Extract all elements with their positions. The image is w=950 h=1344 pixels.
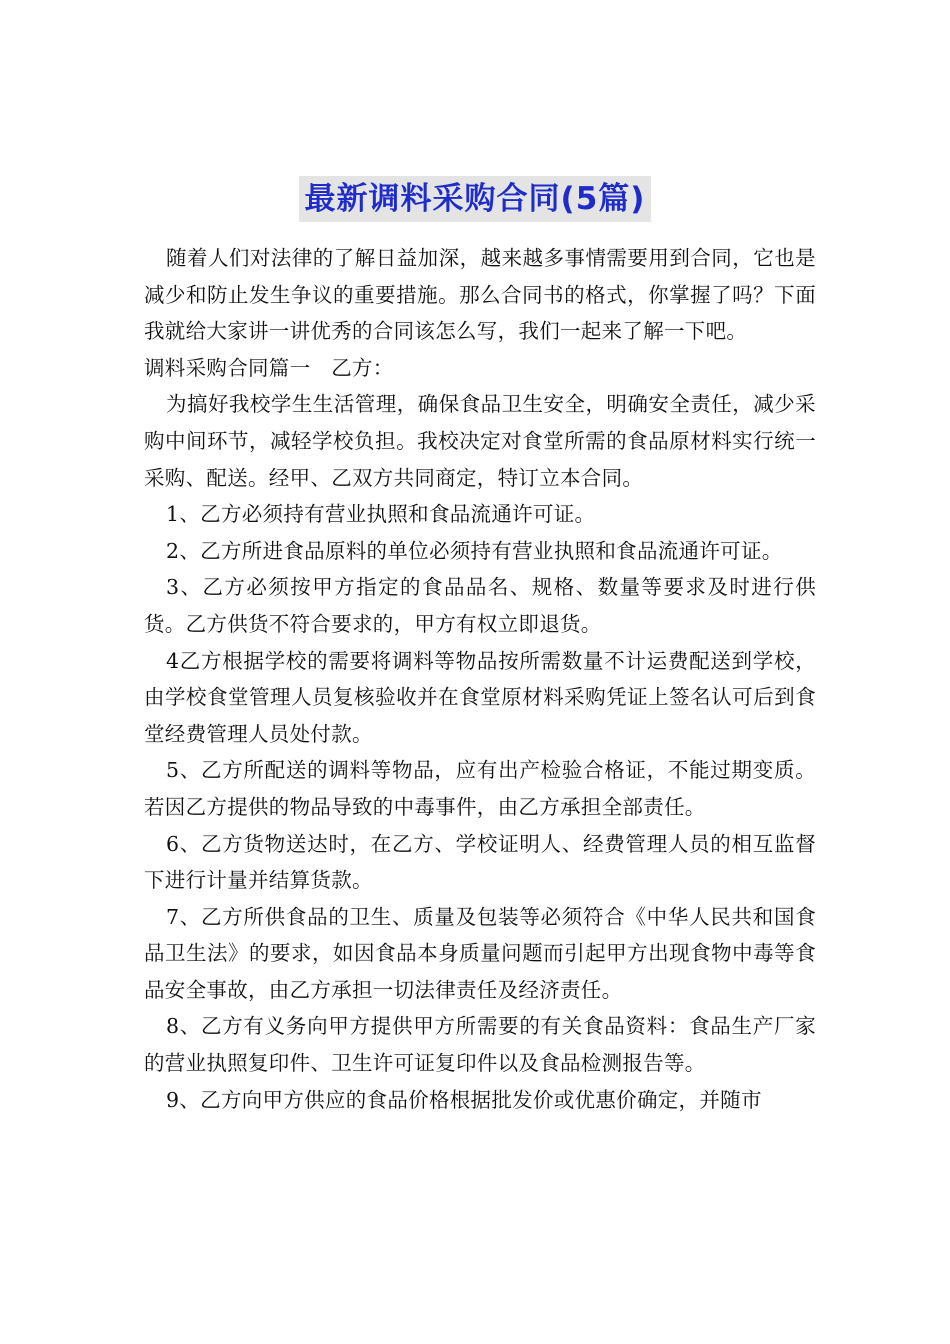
clause-9: 9、乙方向甲方供应的食品价格根据批发价或优惠价确定，并随市 (166, 1087, 762, 1112)
clause-5: 5、乙方所配送的调料等物品，应有出产检验合格证，不能过期变质。若因乙方提供的物品导致的中毒事件，由乙方承担全部责任。 (144, 758, 816, 819)
document-title: 最新调料采购合同(5篇) (299, 176, 652, 222)
section-heading: 调料采购合同篇一 乙方： (144, 355, 394, 380)
clause-8: 8、乙方有义务向甲方提供甲方所需要的有关食品资料：食品生产厂家的营业执照复印件、卫生许可证复印件以及食品检测报告等。 (144, 1014, 816, 1076)
preamble-paragraph: 为搞好我校学生生活管理，确保食品卫生安全，明确安全责任，减少采购中间环节，减轻学校负担。我校决定对食堂所需的食品原材料实行统一采购、配送。经甲、乙双方共同商定，特订立本合同。 (144, 392, 816, 490)
clause-4: 4乙方根据学校的需要将调料等物品按所需数量不计运费配送到学校，由学校食堂管理人员复核验收并在食堂原材料采购凭证上签名认可后到食堂经费管理人员处付款。 (144, 648, 816, 746)
title-container (0, 176, 950, 222)
clause-3: 3、乙方必须按甲方指定的食品品名、规格、数量等要求及时进行供货。乙方供货不符合要求的，甲方有权立即退货。 (144, 575, 816, 636)
clause-2: 2、乙方所进食品原料的单位必须持有营业执照和食品流通许可证。 (166, 538, 783, 563)
intro-paragraph: 随着人们对法律的了解日益加深，越来越多事情需要用到合同，它也是减少和防止发生争议的重要措施。那么合同书的格式，你掌握了吗？下面我就给大家讲一讲优秀的合同该怎么写，我们一起来了解一下吧。 (144, 246, 816, 344)
clause-1: 1、乙方必须持有营业执照和食品流通许可证。 (166, 502, 596, 527)
clause-6: 6、乙方货物送达时，在乙方、学校证明人、经费管理人员的相互监督下进行计量并结算货款。 (144, 831, 816, 893)
clause-7: 7、乙方所供食品的卫生、质量及包装等必须符合《中华人民共和国食品卫生法》的要求，如因食品本身质量问题而引起甲方出现食物中毒等食品安全事故，由乙方承担一切法律责任及经济责任。 (144, 904, 816, 1002)
document-body (144, 240, 816, 1118)
